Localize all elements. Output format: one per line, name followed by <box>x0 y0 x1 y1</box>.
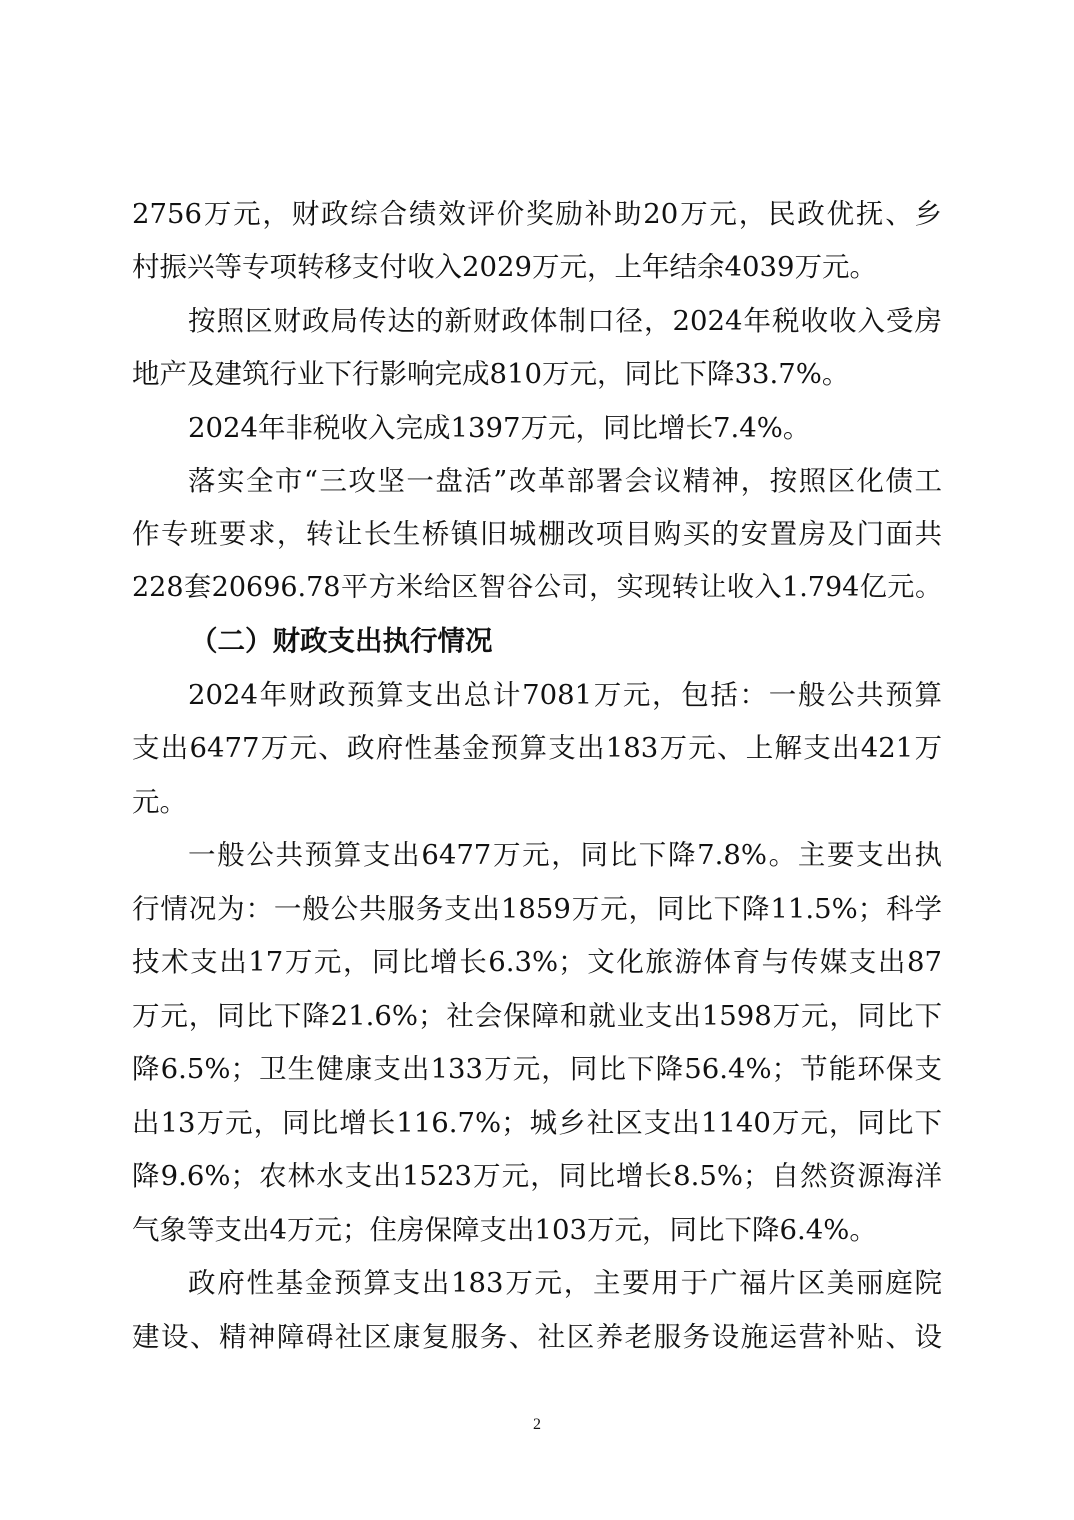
body-text-line: 建设、精神障碍社区康复服务、社区养老服务设施运营补贴、设 <box>132 1321 942 1353</box>
body-text-line: 作专班要求，转让长生桥镇旧城棚改项目购买的安置房及门面共 <box>132 518 942 550</box>
body-text-line: 228套20696.78平方米给区智谷公司，实现转让收入1.794亿元。 <box>132 572 942 603</box>
body-text-line: 行情况为：一般公共服务支出1859万元，同比下降11.5%；科学 <box>132 893 942 925</box>
body-text-line: 气象等支出4万元；住房保障支出103万元，同比下降6.4%。 <box>132 1214 877 1246</box>
section-heading: （二）财政支出执行情况 <box>190 625 493 657</box>
body-text-line: 一般公共预算支出6477万元，同比下降7.8%。主要支出执 <box>188 839 942 871</box>
body-text-line: 按照区财政局传达的新财政体制口径，2024年税收收入受房 <box>188 305 942 337</box>
body-text-line: 政府性基金预算支出183万元，主要用于广福片区美丽庭院 <box>188 1267 942 1299</box>
body-text-line: 2024年财政预算支出总计7081万元，包括：一般公共预算 <box>188 679 942 711</box>
body-text-line: 出13万元，同比增长116.7%；城乡社区支出1140万元，同比下 <box>132 1107 942 1139</box>
body-text-line: 降6.5%；卫生健康支出133万元，同比下降56.4%；节能环保支 <box>132 1053 942 1085</box>
body-text-line: 村振兴等专项转移支付收入2029万元，上年结余4039万元。 <box>132 251 877 283</box>
body-text-line: 万元，同比下降21.6%；社会保障和就业支出1598万元，同比下 <box>132 1000 942 1032</box>
body-text-line: 落实全市“三攻坚一盘活”改革部署会议精神，按照区化债工 <box>188 465 942 497</box>
body-text-line: 技术支出17万元，同比增长6.3%；文化旅游体育与传媒支出87 <box>132 946 942 978</box>
body-text-line: 降9.6%；农林水支出1523万元，同比增长8.5%；自然资源海洋 <box>132 1160 942 1192</box>
body-text-line: 2024年非税收入完成1397万元，同比增长7.4%。 <box>188 412 811 444</box>
body-text-line: 2756万元，财政综合绩效评价奖励补助20万元，民政优抚、乡 <box>132 198 942 230</box>
body-text-line: 元。 <box>132 786 187 818</box>
body-text-line: 地产及建筑行业下行影响完成810万元，同比下降33.7%。 <box>132 358 850 390</box>
page-number: 2 <box>533 1416 541 1433</box>
body-text-line: 支出6477万元、政府性基金预算支出183万元、上解支出421万 <box>132 732 942 764</box>
